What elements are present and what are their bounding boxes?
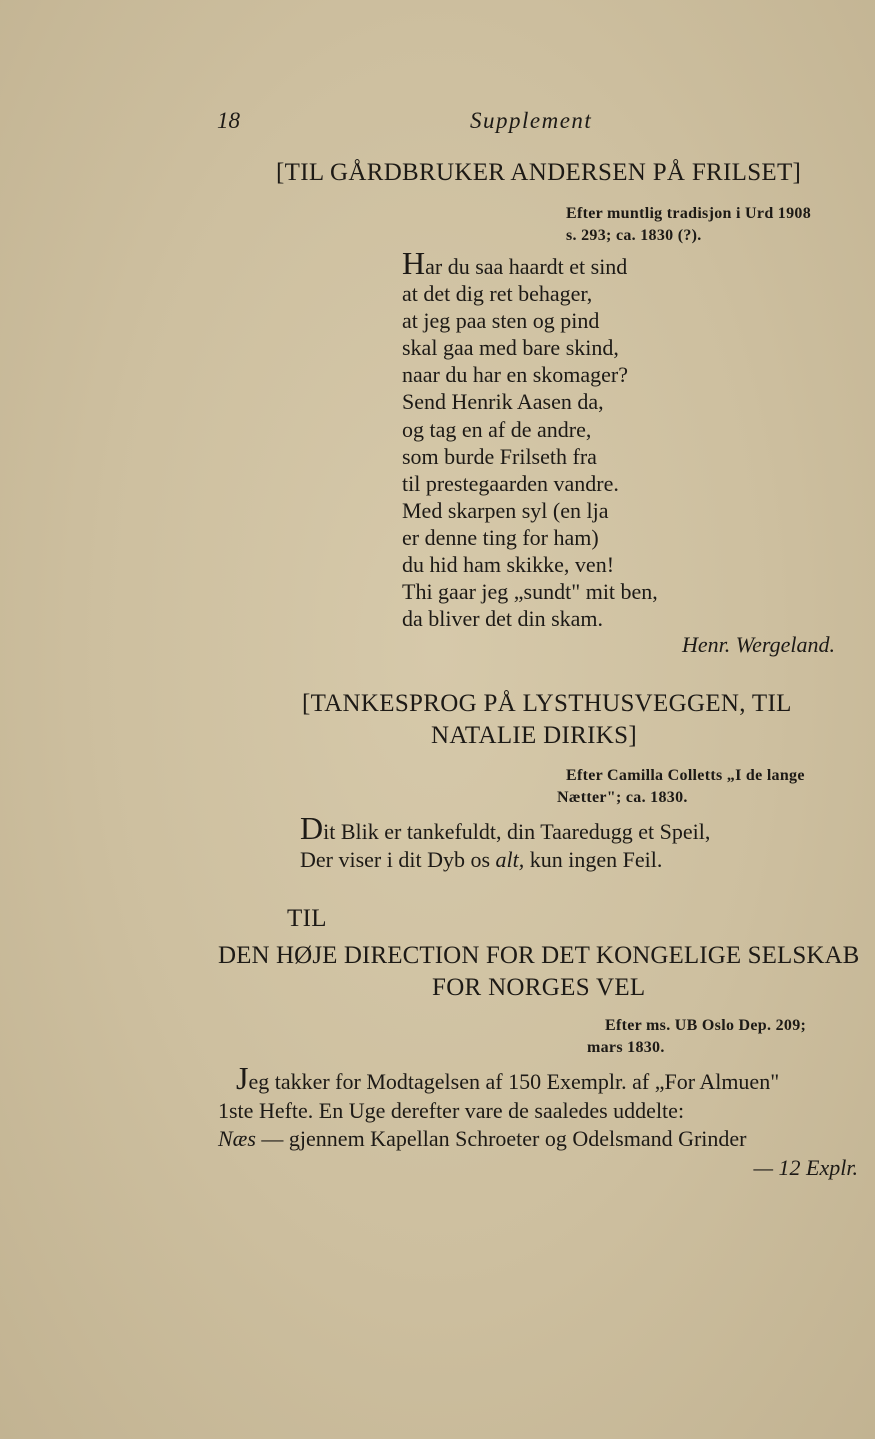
poem-line: Thi gaar jeg „sundt" mit ben, xyxy=(402,579,658,605)
letter-line: — 12 Explr. xyxy=(753,1154,858,1180)
poem-line: Med skarpen syl (en lja xyxy=(402,497,609,523)
section3-title-line2: DEN HØJE DIRECTION FOR DET KONGELIGE SELSKAB xyxy=(218,942,860,969)
letter-line: Næs — gjennem Kapellan Schroeter og Odelsmand Grinder xyxy=(218,1126,747,1151)
poem-line: Har du saa haardt et sind xyxy=(402,245,628,281)
poem-line: da bliver det din skam. xyxy=(402,606,604,632)
poem-line: skal gaa med bare skind, xyxy=(402,335,619,361)
letter-line: 1ste Hefte. En Uge derefter vare de saaledes uddelte: xyxy=(218,1097,685,1123)
poem-line: naar du har en skomager? xyxy=(402,362,629,388)
section3-letter xyxy=(218,1060,858,1182)
couplet-line: Der viser i dit Dyb os alt, kun ingen Feil. xyxy=(300,847,663,872)
poem-line: at det dig ret behager, xyxy=(402,281,593,307)
section2-title-line2: NATALIE DIRIKS] xyxy=(431,722,637,749)
section2-couplet xyxy=(300,810,711,874)
source-line: mars 1830. xyxy=(587,1039,665,1056)
page-number: 18 xyxy=(217,108,240,133)
poem-line: Send Henrik Aasen da, xyxy=(402,389,604,415)
source-line: Efter Camilla Colletts „I de lange xyxy=(566,767,805,784)
source-line: Efter ms. UB Oslo Dep. 209; xyxy=(605,1017,807,1034)
source-line: Efter muntlig tradisjon i Urd 1908 xyxy=(566,205,812,222)
poem-line: til prestegaarden vandre. xyxy=(402,470,619,496)
section1-poem xyxy=(402,245,658,632)
drop-cap: H xyxy=(402,245,426,281)
poem-line: at jeg paa sten og pind xyxy=(402,308,600,334)
running-head: Supplement xyxy=(470,108,593,133)
section1-source xyxy=(566,203,811,247)
section3-title-line1: TIL xyxy=(287,905,327,932)
drop-cap: J xyxy=(236,1060,249,1096)
section3-title-line3: FOR NORGES VEL xyxy=(432,974,646,1001)
poem-line: du hid ham skikke, ven! xyxy=(402,552,615,578)
poem-line: som burde Frilseth fra xyxy=(402,443,597,469)
couplet-line: Dit Blik er tankefuldt, din Taaredugg et Speil, xyxy=(300,810,711,846)
letter-line: Jeg takker for Modtagelsen af 150 Exemplr. af „For Almuen" xyxy=(236,1060,780,1096)
drop-cap: D xyxy=(300,810,324,846)
section2-source xyxy=(557,765,805,809)
poem-line: er denne ting for ham) xyxy=(402,524,599,550)
section3-source xyxy=(587,1015,807,1059)
signature: Henr. Wergeland. xyxy=(682,632,835,657)
section1-title: [TIL GÅRDBRUKER ANDERSEN PÅ FRILSET] xyxy=(276,159,802,186)
source-line: Nætter"; ca. 1830. xyxy=(557,789,688,806)
source-line: s. 293; ca. 1830 (?). xyxy=(566,227,702,244)
section2-title-line1: [TANKESPROG PÅ LYSTHUSVEGGEN, TIL xyxy=(302,690,792,717)
poem-line: og tag en af de andre, xyxy=(402,416,592,442)
